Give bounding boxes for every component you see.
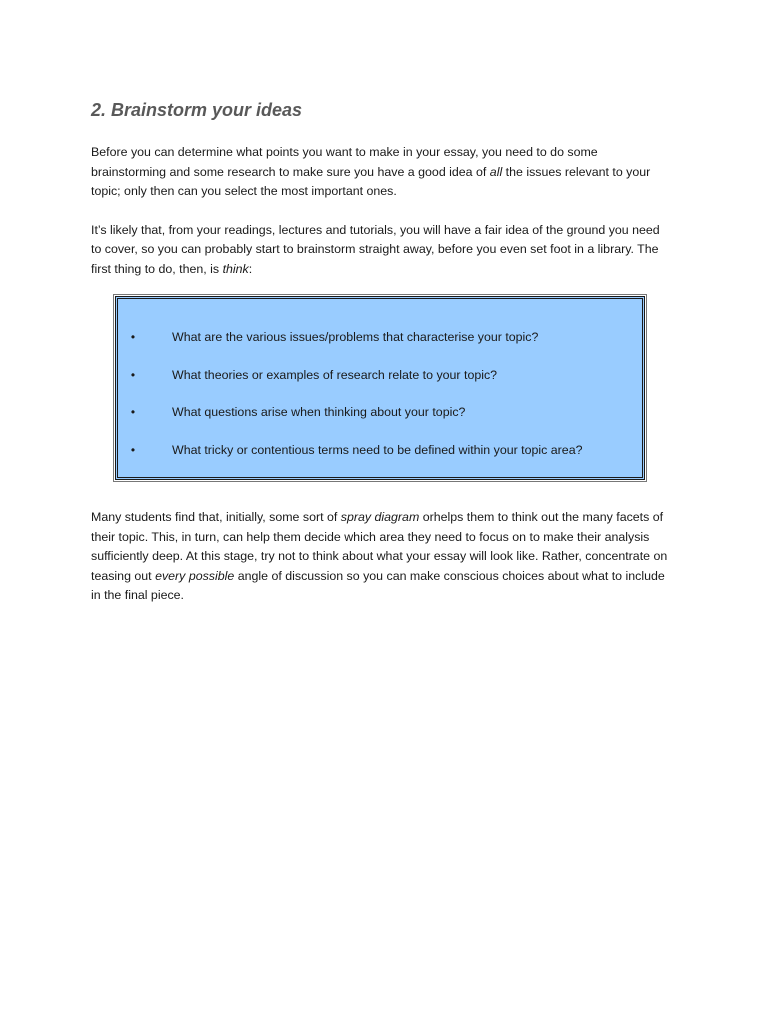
question-text: What questions arise when thinking about your topic?	[172, 405, 466, 419]
question-item	[118, 365, 642, 403]
question-text: What tricky or contentious terms need to be defined within your topic area?	[172, 442, 583, 457]
paragraph-spray-text-3: angle of discussion so you can make conscious choices about what to include in the final piece.	[91, 568, 665, 602]
bullet-icon: •	[130, 330, 136, 344]
paragraph-intro-emphasis: all	[489, 164, 503, 179]
question-text: What are the various issues/problems that characterise your topic?	[172, 330, 539, 344]
paragraph-spray-text-1: Many students find that, initially, some sort of	[91, 510, 341, 524]
bullet-icon: •	[130, 405, 136, 419]
paragraph-readings	[91, 221, 671, 280]
paragraph-spray-emphasis-1: spray diagram	[340, 510, 420, 524]
question-item	[118, 440, 642, 478]
paragraph-spray-text-2: orhelps them to think out the many facets of their topic. This, in turn, can help them decide which area they need to focus on to make their analysis sufficiently deep. At this stage, try not to think about what your essay will look like. Rather, concentrate on teasing out	[91, 510, 668, 583]
question-item	[118, 327, 642, 365]
document-page	[91, 100, 671, 602]
paragraph-readings-text-1: It’s likely that, from your readings, lectures and tutorials, you will have a fair idea of the ground you need to cover, so you can probably start to brainstorm straight away, before you even set foot in a library. The first thing to do, then, is	[91, 222, 660, 276]
section-heading: 2. Brainstorm your ideas	[91, 100, 303, 120]
paragraph-intro-text-2: the issues relevant to your topic; only then can you select the most important ones.	[91, 164, 651, 198]
paragraph-readings-emphasis: think	[222, 261, 249, 276]
bullet-icon: •	[130, 442, 136, 457]
questions-callout-box	[115, 296, 645, 480]
paragraph-readings-text-2: :	[248, 261, 253, 276]
question-item	[118, 402, 642, 440]
paragraph-intro-text-1: Before you can determine what points you want to make in your essay, you need to do some brainstorming and some research to make sure you have a good idea of	[91, 145, 598, 179]
bullet-icon: •	[130, 367, 136, 382]
paragraph-intro	[91, 143, 671, 202]
paragraph-spray-emphasis-2: every possible	[155, 568, 235, 583]
question-text: What theories or examples of research relate to your topic?	[172, 367, 498, 382]
paragraph-spray-diagram	[91, 508, 671, 606]
questions-list	[118, 327, 642, 477]
